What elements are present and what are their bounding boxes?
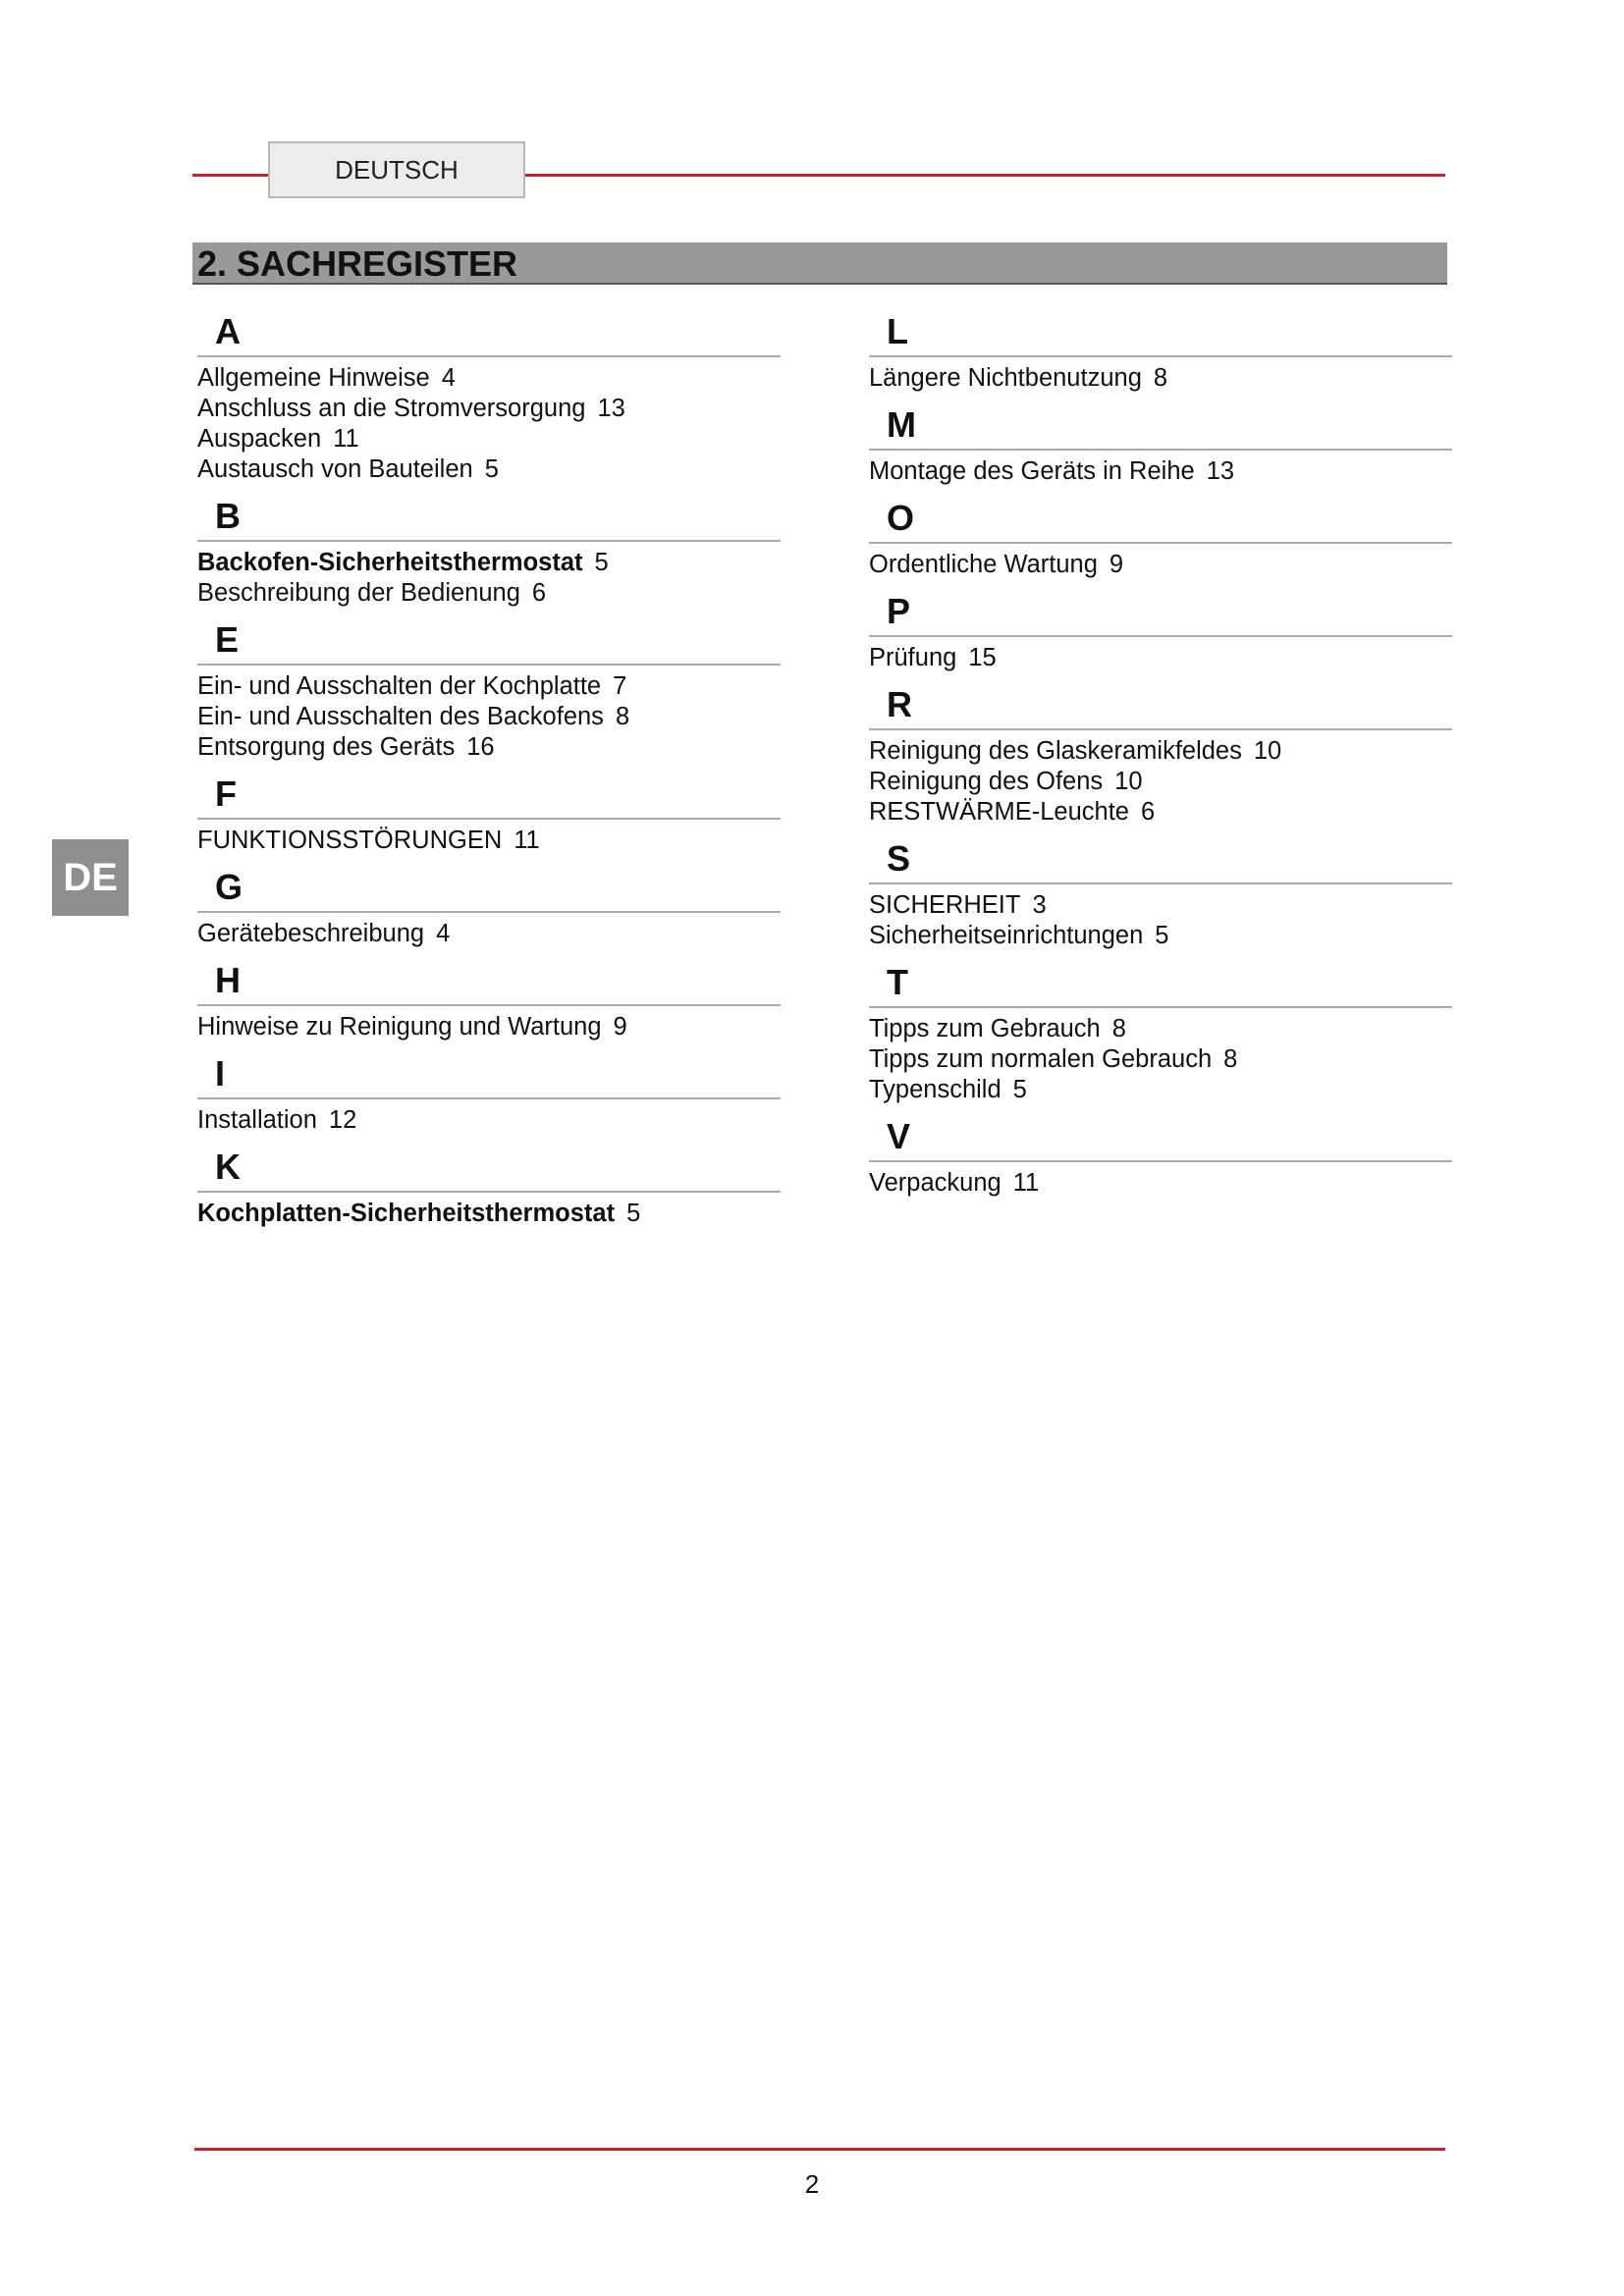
- entry-text: Installation: [197, 1106, 317, 1134]
- entry-page-number: 5: [626, 1200, 641, 1227]
- entry-text: Tipps zum Gebrauch: [869, 1015, 1101, 1042]
- entry-list: [869, 890, 1452, 951]
- section-letter: S: [869, 831, 1452, 884]
- entry-page-number: 8: [1111, 1015, 1126, 1042]
- index-entry: [869, 767, 1452, 797]
- entry-text: Ein- und Ausschalten der Kochplatte: [197, 672, 602, 700]
- index-entry: [197, 424, 781, 454]
- index-column-left: [197, 304, 781, 1233]
- entry-list: [869, 643, 1452, 673]
- entry-page-number: 5: [594, 549, 609, 576]
- index-entry: [197, 548, 781, 578]
- index-entry: [197, 1105, 781, 1136]
- index-section-e: [197, 613, 781, 763]
- index-section-o: [869, 491, 1452, 580]
- entry-page-number: 11: [514, 827, 540, 854]
- entry-text: FUNKTIONSSTÖRUNGEN: [197, 827, 503, 854]
- entry-text: Ein- und Ausschalten des Backofens: [197, 703, 604, 730]
- section-letter: K: [197, 1140, 781, 1193]
- section-letter: P: [869, 584, 1452, 637]
- entry-text: Sicherheitseinrichtungen: [869, 922, 1144, 949]
- entry-page-number: 8: [1153, 364, 1168, 392]
- entry-list: [869, 1168, 1452, 1199]
- index-section-t: [869, 955, 1452, 1105]
- entry-page-number: 5: [1012, 1076, 1027, 1103]
- entry-page-number: 10: [1253, 737, 1282, 765]
- index-entry: [869, 550, 1452, 580]
- index-section-i: [197, 1046, 781, 1136]
- section-letter: E: [197, 613, 781, 666]
- page-number: 2: [804, 2169, 820, 2199]
- section-letter: R: [869, 677, 1452, 730]
- entry-page-number: 3: [1032, 891, 1047, 919]
- index-section-f: [197, 767, 781, 856]
- index-entry: [869, 1168, 1452, 1199]
- index-section-h: [197, 953, 781, 1042]
- entry-list: [869, 736, 1452, 828]
- index-entry: [869, 1075, 1452, 1105]
- entry-page-number: 4: [441, 364, 456, 392]
- index-section-p: [869, 584, 1452, 673]
- index-section-g: [197, 860, 781, 949]
- index-entry: [197, 394, 781, 424]
- index-entry: [869, 736, 1452, 767]
- entry-list: [197, 919, 781, 949]
- entry-text: Allgemeine Hinweise: [197, 364, 430, 392]
- entry-page-number: 6: [531, 579, 547, 607]
- entry-page-number: 9: [613, 1013, 627, 1041]
- entry-page-number: 7: [613, 672, 627, 700]
- entry-list: [869, 1014, 1452, 1105]
- entry-text: Verpackung: [869, 1169, 1001, 1197]
- index-section-s: [869, 831, 1452, 951]
- entry-page-number: 13: [597, 395, 625, 422]
- index-section-m: [869, 398, 1452, 487]
- entry-text: Tipps zum normalen Gebrauch: [869, 1045, 1213, 1073]
- entry-page-number: 4: [436, 920, 451, 947]
- entry-text: Austausch von Bauteilen: [197, 455, 473, 483]
- section-letter: H: [197, 953, 781, 1006]
- section-letter: M: [869, 398, 1452, 451]
- entry-text: Hinweise zu Reinigung und Wartung: [197, 1013, 602, 1041]
- index-section-r: [869, 677, 1452, 828]
- index-entry: [869, 890, 1452, 921]
- index-entry: [869, 1014, 1452, 1044]
- language-label: DEUTSCH: [268, 141, 525, 198]
- index-entry: [869, 363, 1452, 394]
- entry-list: [869, 550, 1452, 580]
- entry-page-number: 11: [333, 425, 359, 453]
- section-letter: V: [869, 1109, 1452, 1162]
- entry-page-number: 15: [968, 644, 997, 671]
- section-letter: F: [197, 767, 781, 820]
- entry-list: [197, 548, 781, 609]
- entry-page-number: 8: [1223, 1045, 1238, 1073]
- entry-page-number: 10: [1114, 768, 1143, 795]
- entry-list: [197, 363, 781, 485]
- entry-page-number: 9: [1109, 551, 1124, 578]
- entry-text: SICHERHEIT: [869, 891, 1021, 919]
- entry-page-number: 8: [615, 703, 630, 730]
- entry-list: [197, 1199, 781, 1229]
- index-entry: [197, 702, 781, 732]
- entry-text: Ordentliche Wartung: [869, 551, 1098, 578]
- section-letter: B: [197, 489, 781, 542]
- entry-text: Entsorgung des Geräts: [197, 733, 456, 761]
- footer-rule: [194, 2148, 1445, 2151]
- entry-page-number: 12: [328, 1106, 357, 1134]
- entry-page-number: 16: [466, 733, 495, 761]
- section-letter: O: [869, 491, 1452, 544]
- section-letter: A: [197, 304, 781, 357]
- index-entry: [869, 921, 1452, 951]
- index-entry: [197, 732, 781, 763]
- entry-list: [197, 826, 781, 856]
- entry-text: Anschluss an die Stromversorgung: [197, 395, 586, 422]
- index-entry: [197, 578, 781, 609]
- index-entry: [197, 363, 781, 394]
- index-entry: [197, 1012, 781, 1042]
- entry-text: Gerätebeschreibung: [197, 920, 425, 947]
- entry-text: Prüfung: [869, 644, 957, 671]
- entry-page-number: 5: [484, 455, 499, 483]
- index-entry: [869, 643, 1452, 673]
- entry-text: Typenschild: [869, 1076, 1001, 1103]
- index-entry: [197, 919, 781, 949]
- page-title: 2. SACHREGISTER: [192, 242, 1447, 285]
- entry-page-number: 6: [1141, 798, 1156, 826]
- entry-text: Beschreibung der Bedienung: [197, 579, 520, 607]
- entry-list: [197, 671, 781, 763]
- section-letter: G: [197, 860, 781, 913]
- language-side-tab: DE: [52, 839, 129, 916]
- entry-text: Auspacken: [197, 425, 322, 453]
- index-entry: [197, 1199, 781, 1229]
- index-section-a: [197, 304, 781, 485]
- index-entry: [197, 454, 781, 485]
- index-section-k: [197, 1140, 781, 1229]
- index-section-l: [869, 304, 1452, 394]
- entry-text: Reinigung des Glaskeramikfeldes: [869, 737, 1242, 765]
- entry-text: RESTWÄRME-Leuchte: [869, 798, 1129, 826]
- section-letter: L: [869, 304, 1452, 357]
- section-letter: T: [869, 955, 1452, 1008]
- index-section-b: [197, 489, 781, 609]
- section-letter: I: [197, 1046, 781, 1099]
- index-column-right: [869, 304, 1452, 1202]
- entry-text: Kochplatten-Sicherheitsthermostat: [197, 1200, 616, 1227]
- entry-text: Montage des Geräts in Reihe: [869, 457, 1195, 485]
- entry-list: [197, 1012, 781, 1042]
- entry-page-number: 11: [1012, 1169, 1040, 1197]
- entry-list: [197, 1105, 781, 1136]
- index-entry: [197, 671, 781, 702]
- index-entry: [197, 826, 781, 856]
- entry-text: Längere Nichtbenutzung: [869, 364, 1142, 392]
- index-section-v: [869, 1109, 1452, 1199]
- entry-text: Backofen-Sicherheitsthermostat: [197, 549, 583, 576]
- entry-list: [869, 363, 1452, 394]
- entry-list: [869, 456, 1452, 487]
- entry-page-number: 5: [1155, 922, 1169, 949]
- index-entry: [869, 797, 1452, 828]
- entry-page-number: 13: [1206, 457, 1235, 485]
- entry-text: Reinigung des Ofens: [869, 768, 1104, 795]
- index-entry: [869, 1044, 1452, 1075]
- index-entry: [869, 456, 1452, 487]
